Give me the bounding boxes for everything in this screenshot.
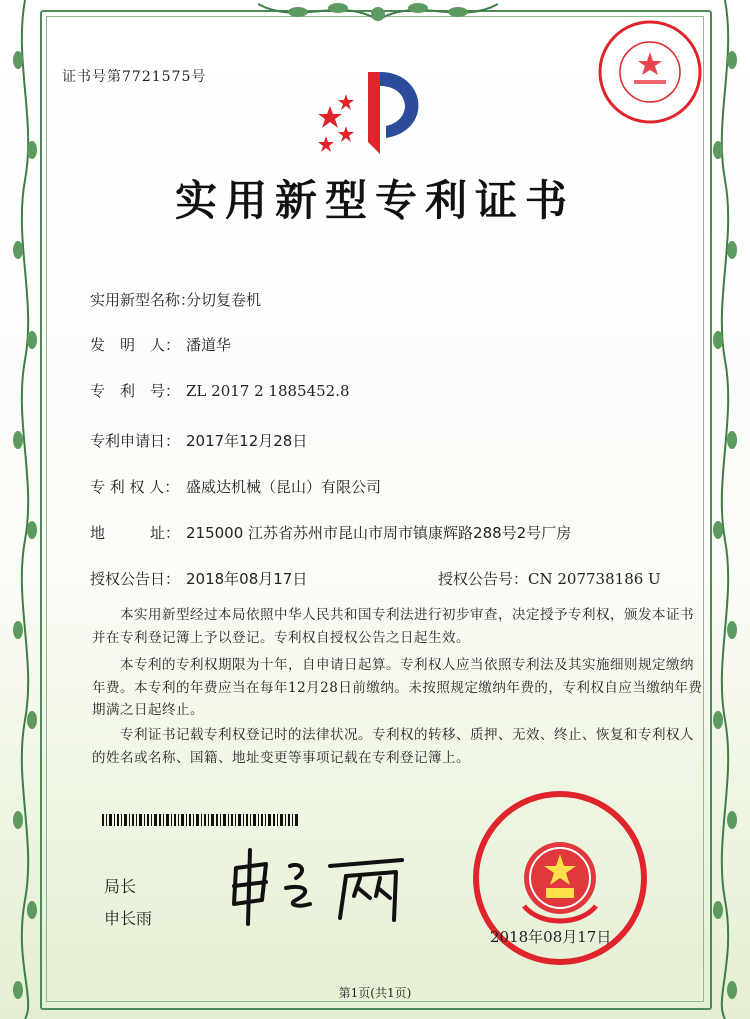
patentee-value: 盛威达机械（昆山）有限公司 xyxy=(186,478,382,496)
filing-date-row xyxy=(90,430,307,451)
filing-date-value: 2017年12月28日 xyxy=(186,432,308,450)
top-floral-ornament xyxy=(258,0,498,28)
grant-date-row xyxy=(90,568,307,589)
patentee-row xyxy=(90,476,381,497)
cnipa-logo-icon xyxy=(316,62,444,162)
paragraph-term-and-fees: 本专利的专利权期限为十年，自申请日起算。专利权人应当依照专利法及其实施细则规定缴纳年费。本专利的年费应当在每年12月28日前缴纳。未按照规定缴纳年费的，专利权自应当缴纳年费期满之日起终止。 xyxy=(92,657,703,718)
director-name: 申长雨 xyxy=(104,909,153,928)
right-vine-ornament xyxy=(712,0,738,1019)
director-signature xyxy=(226,848,412,928)
director-title: 局长 xyxy=(104,877,137,896)
certificate-number: 证书号第7721575号 xyxy=(62,69,207,85)
inventor-row xyxy=(90,334,231,355)
filing-date-label: 专利申请日： xyxy=(90,432,181,450)
grant-date-value: 2018年08月17日 xyxy=(186,570,308,588)
utility-model-name-label: 实用新型名称： xyxy=(90,291,196,309)
paragraph-grant-decision: 本实用新型经过本局依照中华人民共和国专利法进行初步审查，决定授予专利权，颁发本证书并在专利登记簿上予以登记。专利权自授权公告之日起生效。 xyxy=(92,607,694,646)
patent-number-row xyxy=(90,380,350,401)
patent-number-label: 专 利 号： xyxy=(90,382,181,400)
left-vine-ornament xyxy=(12,0,38,1019)
grant-number-row xyxy=(438,568,661,589)
tax-stamp-seal xyxy=(594,16,706,128)
certificate-title: 实用新型专利证书 xyxy=(174,176,575,225)
address-value: 215000 江苏省苏州市昆山市周市镇康辉路288号2号厂房 xyxy=(186,524,572,542)
paragraph-legal-status: 专利证书记载专利权登记时的法律状况。专利权的转移、质押、无效、终止、恢复和专利权人的姓名或名称、国籍、地址变更等事项记载在专利登记簿上。 xyxy=(92,727,694,766)
barcode-icon xyxy=(102,814,298,826)
grant-date-label: 授权公告日： xyxy=(90,570,181,588)
inventor-label: 发 明 人： xyxy=(90,336,181,354)
seal-date: 2018年08月17日 xyxy=(490,928,612,946)
grant-number-value: CN 207738186 U xyxy=(528,570,661,588)
address-row xyxy=(90,522,571,543)
utility-model-name-row xyxy=(90,289,261,310)
inventor-value: 潘道华 xyxy=(186,336,232,354)
patent-number-value: ZL 2017 2 1885452.8 xyxy=(186,382,350,400)
utility-model-name-value: 分切复卷机 xyxy=(186,291,262,309)
address-label: 地 址： xyxy=(90,524,181,542)
patentee-label: 专 利 权 人： xyxy=(90,478,180,496)
page-number: 第1页(共1页) xyxy=(338,986,412,1000)
grant-number-label: 授权公告号： xyxy=(438,570,529,588)
